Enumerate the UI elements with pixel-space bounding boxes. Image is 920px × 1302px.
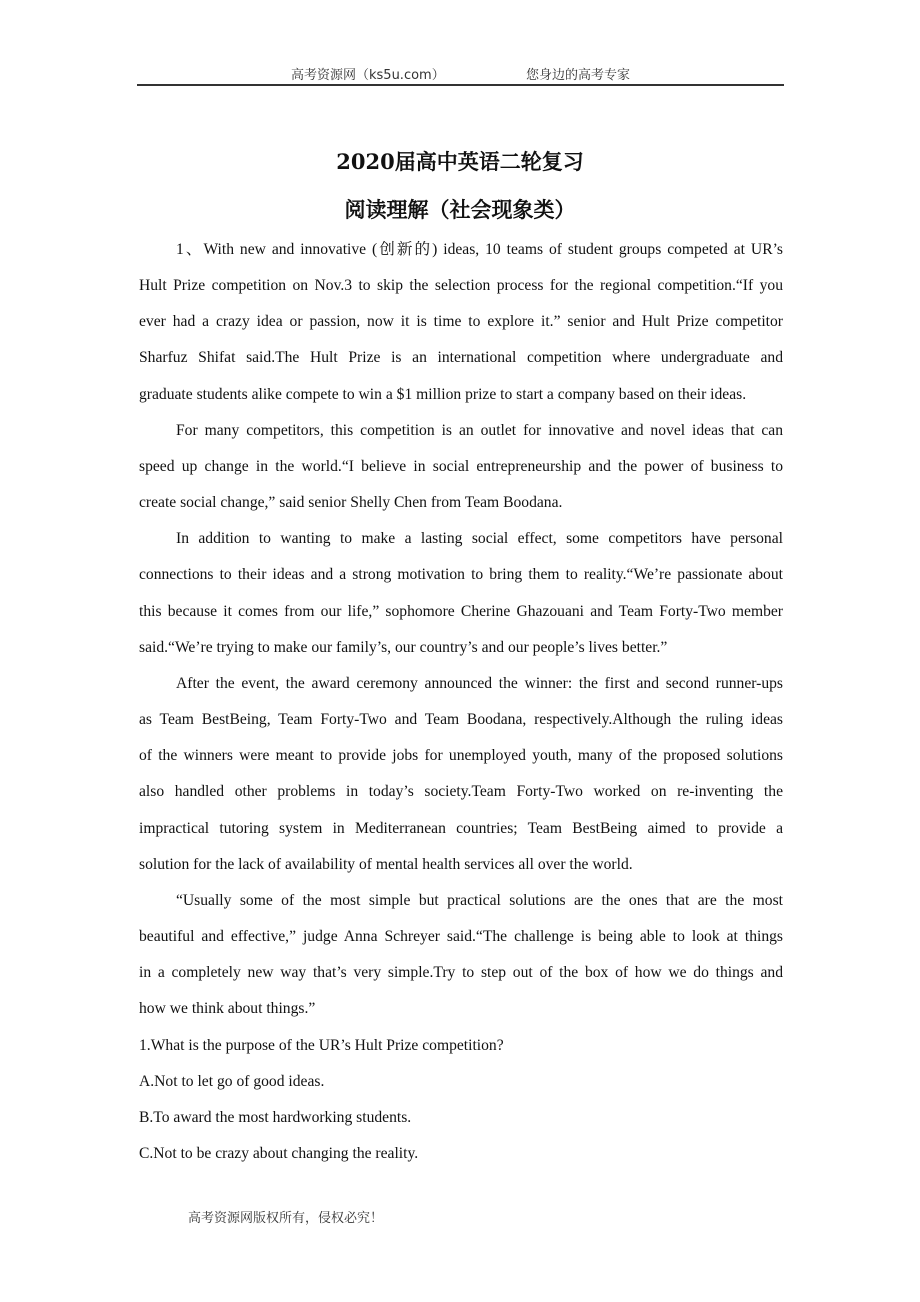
header-slogan: 您身边的高考专家 <box>526 68 631 83</box>
paragraph-line: For many competitors, this competition is an outlet for innovative and novel ideas that can <box>176 421 783 439</box>
paragraph-line: speed up change in the world.“I believe in social entrepreneurship and the power of business to <box>139 457 783 475</box>
paragraph-line: solution for the lack of availability of mental health services all over the world. <box>139 855 633 873</box>
paragraph-line: said.“We’re trying to make our family’s, our country’s and our people’s lives better.” <box>139 638 668 656</box>
paragraph-line: in a completely new way that’s very simple.Try to step out of the box of how we do things and <box>139 964 783 982</box>
paragraph-line: impractical tutoring system in Mediterranean countries; Team BestBeing aimed to provide a <box>139 819 783 837</box>
document-title: 2020届高中英语二轮复习 <box>336 149 584 174</box>
paragraph-line: “Usually some of the most simple but practical solutions are the ones that are the most <box>176 891 783 909</box>
paragraph-line: 1、With new and innovative (创新的) ideas, 10 teams of student groups competed at UR’s <box>176 241 783 258</box>
answer-option: B.To award the most hardworking students. <box>139 1108 412 1126</box>
header-divider <box>137 84 784 86</box>
paragraph-line: ever had a crazy idea or passion, now it is time to explore it.” senior and Hult Prize competitor <box>139 313 783 331</box>
question-text: 1.What is the purpose of the UR’s Hult Prize competition? <box>139 1036 504 1054</box>
paragraph-line: In addition to wanting to make a lasting social effect, some competitors have personal <box>176 530 783 548</box>
paragraph-line: create social change,” said senior Shelly Chen from Team Boodana. <box>139 494 563 512</box>
paragraph-line: graduate students alike compete to win a $1 million prize to start a company based on their ideas. <box>139 385 747 403</box>
paragraph-line: of the winners were meant to provide jobs for unemployed youth, many of the proposed solutions <box>139 747 783 765</box>
document-subtitle: 阅读理解（社会现象类） <box>344 197 576 222</box>
paragraph-line: Sharfuz Shifat said.The Hult Prize is an international competition where undergraduate and <box>139 349 783 367</box>
paragraph-line: beautiful and effective,” judge Anna Schreyer said.“The challenge is being able to look at things <box>139 928 783 946</box>
paragraph-line: connections to their ideas and a strong motivation to bring them to reality.“We’re passionate about <box>139 566 783 584</box>
paragraph-line: as Team BestBeing, Team Forty-Two and Team Boodana, respectively.Although the ruling ideas <box>139 711 783 729</box>
header-site-name: 高考资源网（ks5u.com） <box>291 68 445 83</box>
answer-option: A.Not to let go of good ideas. <box>139 1072 325 1090</box>
paragraph-line: this because it comes from our life,” sophomore Cherine Ghazouani and Team Forty-Two member <box>139 602 783 620</box>
paragraph-line: Hult Prize competition on Nov.3 to skip the selection process for the regional competition.“If you <box>139 277 783 295</box>
answer-option: C.Not to be crazy about changing the reality. <box>139 1145 419 1162</box>
paragraph-line: After the event, the award ceremony announced the winner: the first and second runner-ups <box>176 674 783 692</box>
paragraph-line: also handled other problems in today’s society.Team Forty-Two worked on re-inventing the <box>139 783 783 801</box>
footer-copyright: 高考资源网版权所有，侵权必究！ <box>188 1211 384 1226</box>
paragraph-line: how we think about things.” <box>139 1000 316 1018</box>
